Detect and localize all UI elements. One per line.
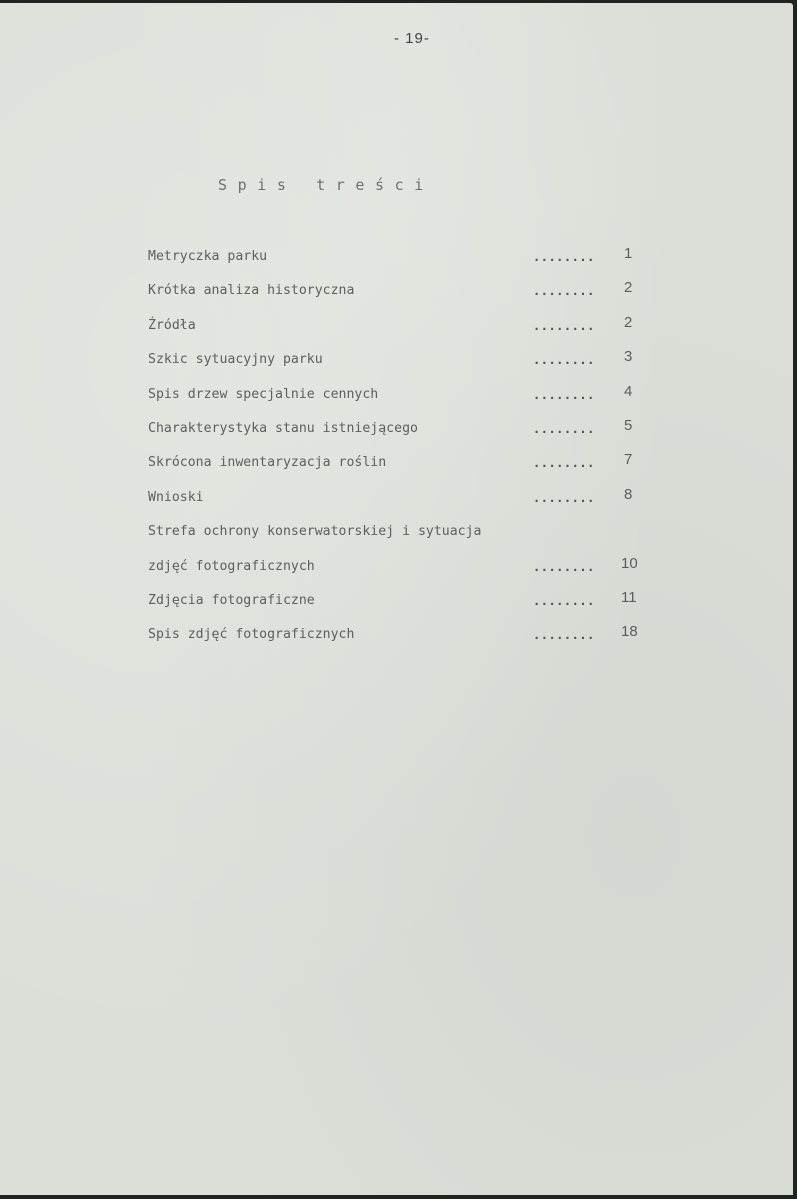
toc-page-number: 3 bbox=[624, 348, 633, 366]
toc-entry bbox=[148, 554, 648, 591]
toc-entry bbox=[148, 247, 648, 281]
toc-dot-leader: ........ bbox=[533, 318, 595, 333]
toc-entry-label: Charakterystyka stanu istniejącego bbox=[148, 420, 418, 436]
toc-dot-leader: ........ bbox=[533, 559, 595, 574]
toc-page-number: 1 bbox=[624, 245, 633, 262]
toc-dot-leader: ........ bbox=[533, 628, 595, 643]
toc-entry-label: Skrócona inwentaryzacja roślin bbox=[148, 455, 387, 471]
toc-page-number: 11 bbox=[621, 588, 637, 606]
toc-dot-leader: ........ bbox=[533, 490, 595, 505]
toc-entry bbox=[148, 625, 648, 659]
toc-page-number: 18 bbox=[621, 623, 638, 641]
toc-dot-leader: ........ bbox=[533, 284, 595, 299]
toc-entry bbox=[148, 281, 648, 315]
toc-entry bbox=[148, 485, 648, 522]
toc-page-number: 8 bbox=[624, 485, 633, 503]
toc-dot-leader: ........ bbox=[533, 456, 595, 471]
toc-dot-leader: ........ bbox=[533, 421, 595, 436]
toc-entry bbox=[148, 313, 648, 350]
toc-page-number: 2 bbox=[624, 313, 633, 331]
toc-dot-leader: ........ bbox=[533, 387, 595, 402]
document-title: Spis treści bbox=[218, 176, 434, 194]
toc-entry-label: Strefa ochrony konserwatorskiej i sytuacja bbox=[148, 524, 482, 540]
toc-page-number: 4 bbox=[624, 382, 633, 400]
toc-entry-label: Krótka analiza historyczna bbox=[148, 283, 355, 299]
toc-entry bbox=[148, 350, 648, 384]
toc-entry-label: Szkic sytuacyjny parku bbox=[148, 352, 323, 368]
toc-entry-label: Źródła bbox=[148, 317, 196, 333]
toc-page-number: 5 bbox=[624, 416, 633, 434]
scanned-page bbox=[0, 3, 793, 1195]
page-number: - 19- bbox=[394, 30, 430, 47]
toc-entry-label: Wnioski bbox=[148, 489, 204, 505]
toc-entry bbox=[148, 382, 648, 419]
table-of-contents bbox=[148, 247, 648, 660]
toc-entry bbox=[148, 453, 648, 487]
toc-entry-label: Spis zdjęć fotograficznych bbox=[148, 627, 355, 643]
toc-entry-label: zdjęć fotograficznych bbox=[148, 558, 315, 574]
toc-entry-label: Zdjęcia fotograficzne bbox=[148, 592, 315, 608]
toc-entry bbox=[148, 588, 648, 625]
toc-entry bbox=[148, 522, 648, 556]
toc-page-number: 2 bbox=[624, 279, 633, 297]
toc-entry-label: Metryczka parku bbox=[148, 249, 268, 264]
toc-page-number: 10 bbox=[621, 554, 638, 572]
toc-page-number: 7 bbox=[624, 451, 633, 469]
toc-entry-label: Spis drzew specjalnie cennych bbox=[148, 386, 379, 402]
toc-entry bbox=[148, 416, 648, 453]
toc-dot-leader: ........ bbox=[533, 353, 595, 368]
toc-dot-leader: ........ bbox=[533, 250, 595, 264]
toc-dot-leader: ........ bbox=[533, 593, 595, 608]
